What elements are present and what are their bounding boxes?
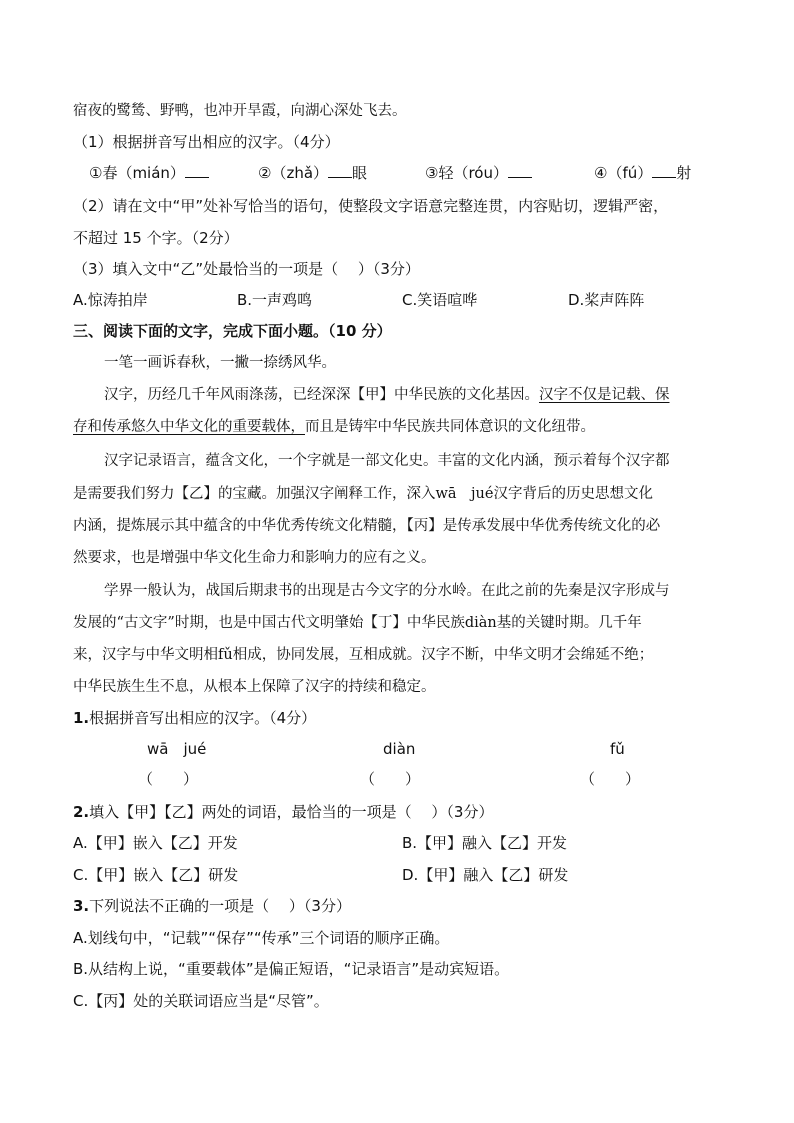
q3-stem: （3）填入文中“乙”处最恰当的一项是（ ）（3分）: [73, 260, 420, 278]
sub-question-1: 1.根据拼音写出相应的汉字。（4分）: [73, 709, 317, 727]
q1-item-4: ④（fú） 射: [594, 164, 692, 182]
q1-item-3: ③轻（róu）: [425, 162, 532, 184]
answer-paren-3[interactable]: （ ）: [580, 770, 641, 788]
passage-p3-line-3: 来，汉字与中华文明相fǔ相成，协同发展，互相成就。汉字不断，中华文明才会绵延不绝；: [73, 647, 654, 663]
answer-blank[interactable]: [508, 163, 532, 178]
q3-option-b[interactable]: B.一声鸡鸣: [237, 291, 313, 309]
sub-question-3: 3.下列说法不正确的一项是（ ）（3分）: [73, 897, 351, 915]
sub-question-2: 2.填入【甲】【乙】两处的词语，最恰当的一项是（ ）（3分）: [73, 803, 494, 821]
q1-stem: （1）根据拼音写出相应的汉字。（4分）: [73, 133, 340, 151]
pinyin-1: wā jué: [147, 740, 207, 758]
q2-line-1: （2）请在文中“甲”处补写恰当的语句，使整段文字语意完整连贯，内容贴切，逻辑严密，: [73, 197, 669, 215]
passage-p2-line-3: 内涵，提炼展示其中蕴含的中华优秀传统文化精髓，【丙】是传承发展中华优秀传统文化的必: [73, 518, 661, 534]
pinyin-2: diàn: [383, 740, 416, 758]
intro-tail: 宿夜的鹭鸶、野鸭，也冲开旱霞，向湖心深处飞去。: [73, 103, 407, 119]
answer-paren-2[interactable]: （ ）: [360, 770, 421, 788]
passage-p2-line-2: 是需要我们努力【乙】的宝藏。加强汉字阐释工作，深入wā jué汉字背后的历史思想文化: [73, 486, 653, 502]
q1-item-2: ②（zhǎ） 眼: [258, 164, 368, 182]
pinyin-3: fǔ: [610, 740, 625, 758]
answer-blank[interactable]: [328, 163, 352, 178]
passage-p1-line-2: 存和传承悠久中华文化的重要载体，而且是铸牢中华民族共同体意识的文化纽带。: [73, 419, 595, 435]
passage-p3-line-1: 学界一般认为，战国后期隶书的出现是古今文字的分水岭。在此之前的先秦是汉字形成与: [104, 583, 670, 599]
question-number: 2.: [73, 803, 90, 821]
underlined-sentence: 汉字不仅是记载、保: [539, 387, 670, 403]
passage-p3-line-2: 发展的“古文字”时期，也是中国古代文明肇始【丁】中华民族diàn基的关键时期。几千年: [73, 615, 642, 631]
question-number: 3.: [73, 897, 90, 915]
sq3-option-b[interactable]: B.从结构上说，“重要载体”是偏正短语，“记录语言”是动宾短语。: [73, 960, 510, 978]
section-3-title: 三、阅读下面的文字，完成下面小题。（10 分）: [73, 322, 392, 340]
sq2-option-b[interactable]: B.【甲】融入【乙】开发: [402, 834, 568, 852]
sq2-option-c[interactable]: C.【甲】嵌入【乙】研发: [73, 866, 239, 884]
passage-p3-line-4: 中华民族生生不息，从根本上保障了汉字的持续和稳定。: [73, 679, 436, 695]
sq3-option-c[interactable]: C.【丙】处的关联词语应当是“尽管”。: [73, 992, 329, 1010]
q3-option-c[interactable]: C.笑语喧哗: [402, 291, 478, 309]
passage-p1-line-1: 汉字，历经几千年风雨涤荡，已经深深【甲】中华民族的文化基因。汉字不仅是记载、保: [104, 387, 670, 403]
answer-blank[interactable]: [185, 163, 209, 178]
passage-p0: 一笔一画诉春秋，一撇一捺绣风华。: [104, 355, 336, 371]
answer-paren-1[interactable]: （ ）: [138, 770, 199, 788]
q1-item-1: ①春（mián）: [89, 162, 209, 184]
sq2-option-a[interactable]: A.【甲】嵌入【乙】开发: [73, 834, 238, 852]
answer-blank[interactable]: [652, 163, 676, 178]
underlined-sentence: 存和传承悠久中华文化的重要载体，: [73, 419, 305, 435]
question-number: 1.: [73, 709, 90, 727]
sq2-option-d[interactable]: D.【甲】融入【乙】研发: [402, 866, 569, 884]
sq3-option-a[interactable]: A.划线句中，“记载”“保存”“传承”三个词语的顺序正确。: [73, 929, 450, 947]
q3-option-d[interactable]: D.桨声阵阵: [568, 291, 645, 309]
passage-p2-line-1: 汉字记录语言，蕴含文化，一个字就是一部文化史。丰富的文化内涵，预示着每个汉字都: [104, 453, 670, 469]
q2-line-2: 不超过 15 个字。（2分）: [73, 229, 239, 247]
q3-option-a[interactable]: A.惊涛拍岸: [73, 291, 148, 309]
passage-p2-line-4: 然要求，也是增强中华文化生命力和影响力的应有之义。: [73, 550, 436, 566]
